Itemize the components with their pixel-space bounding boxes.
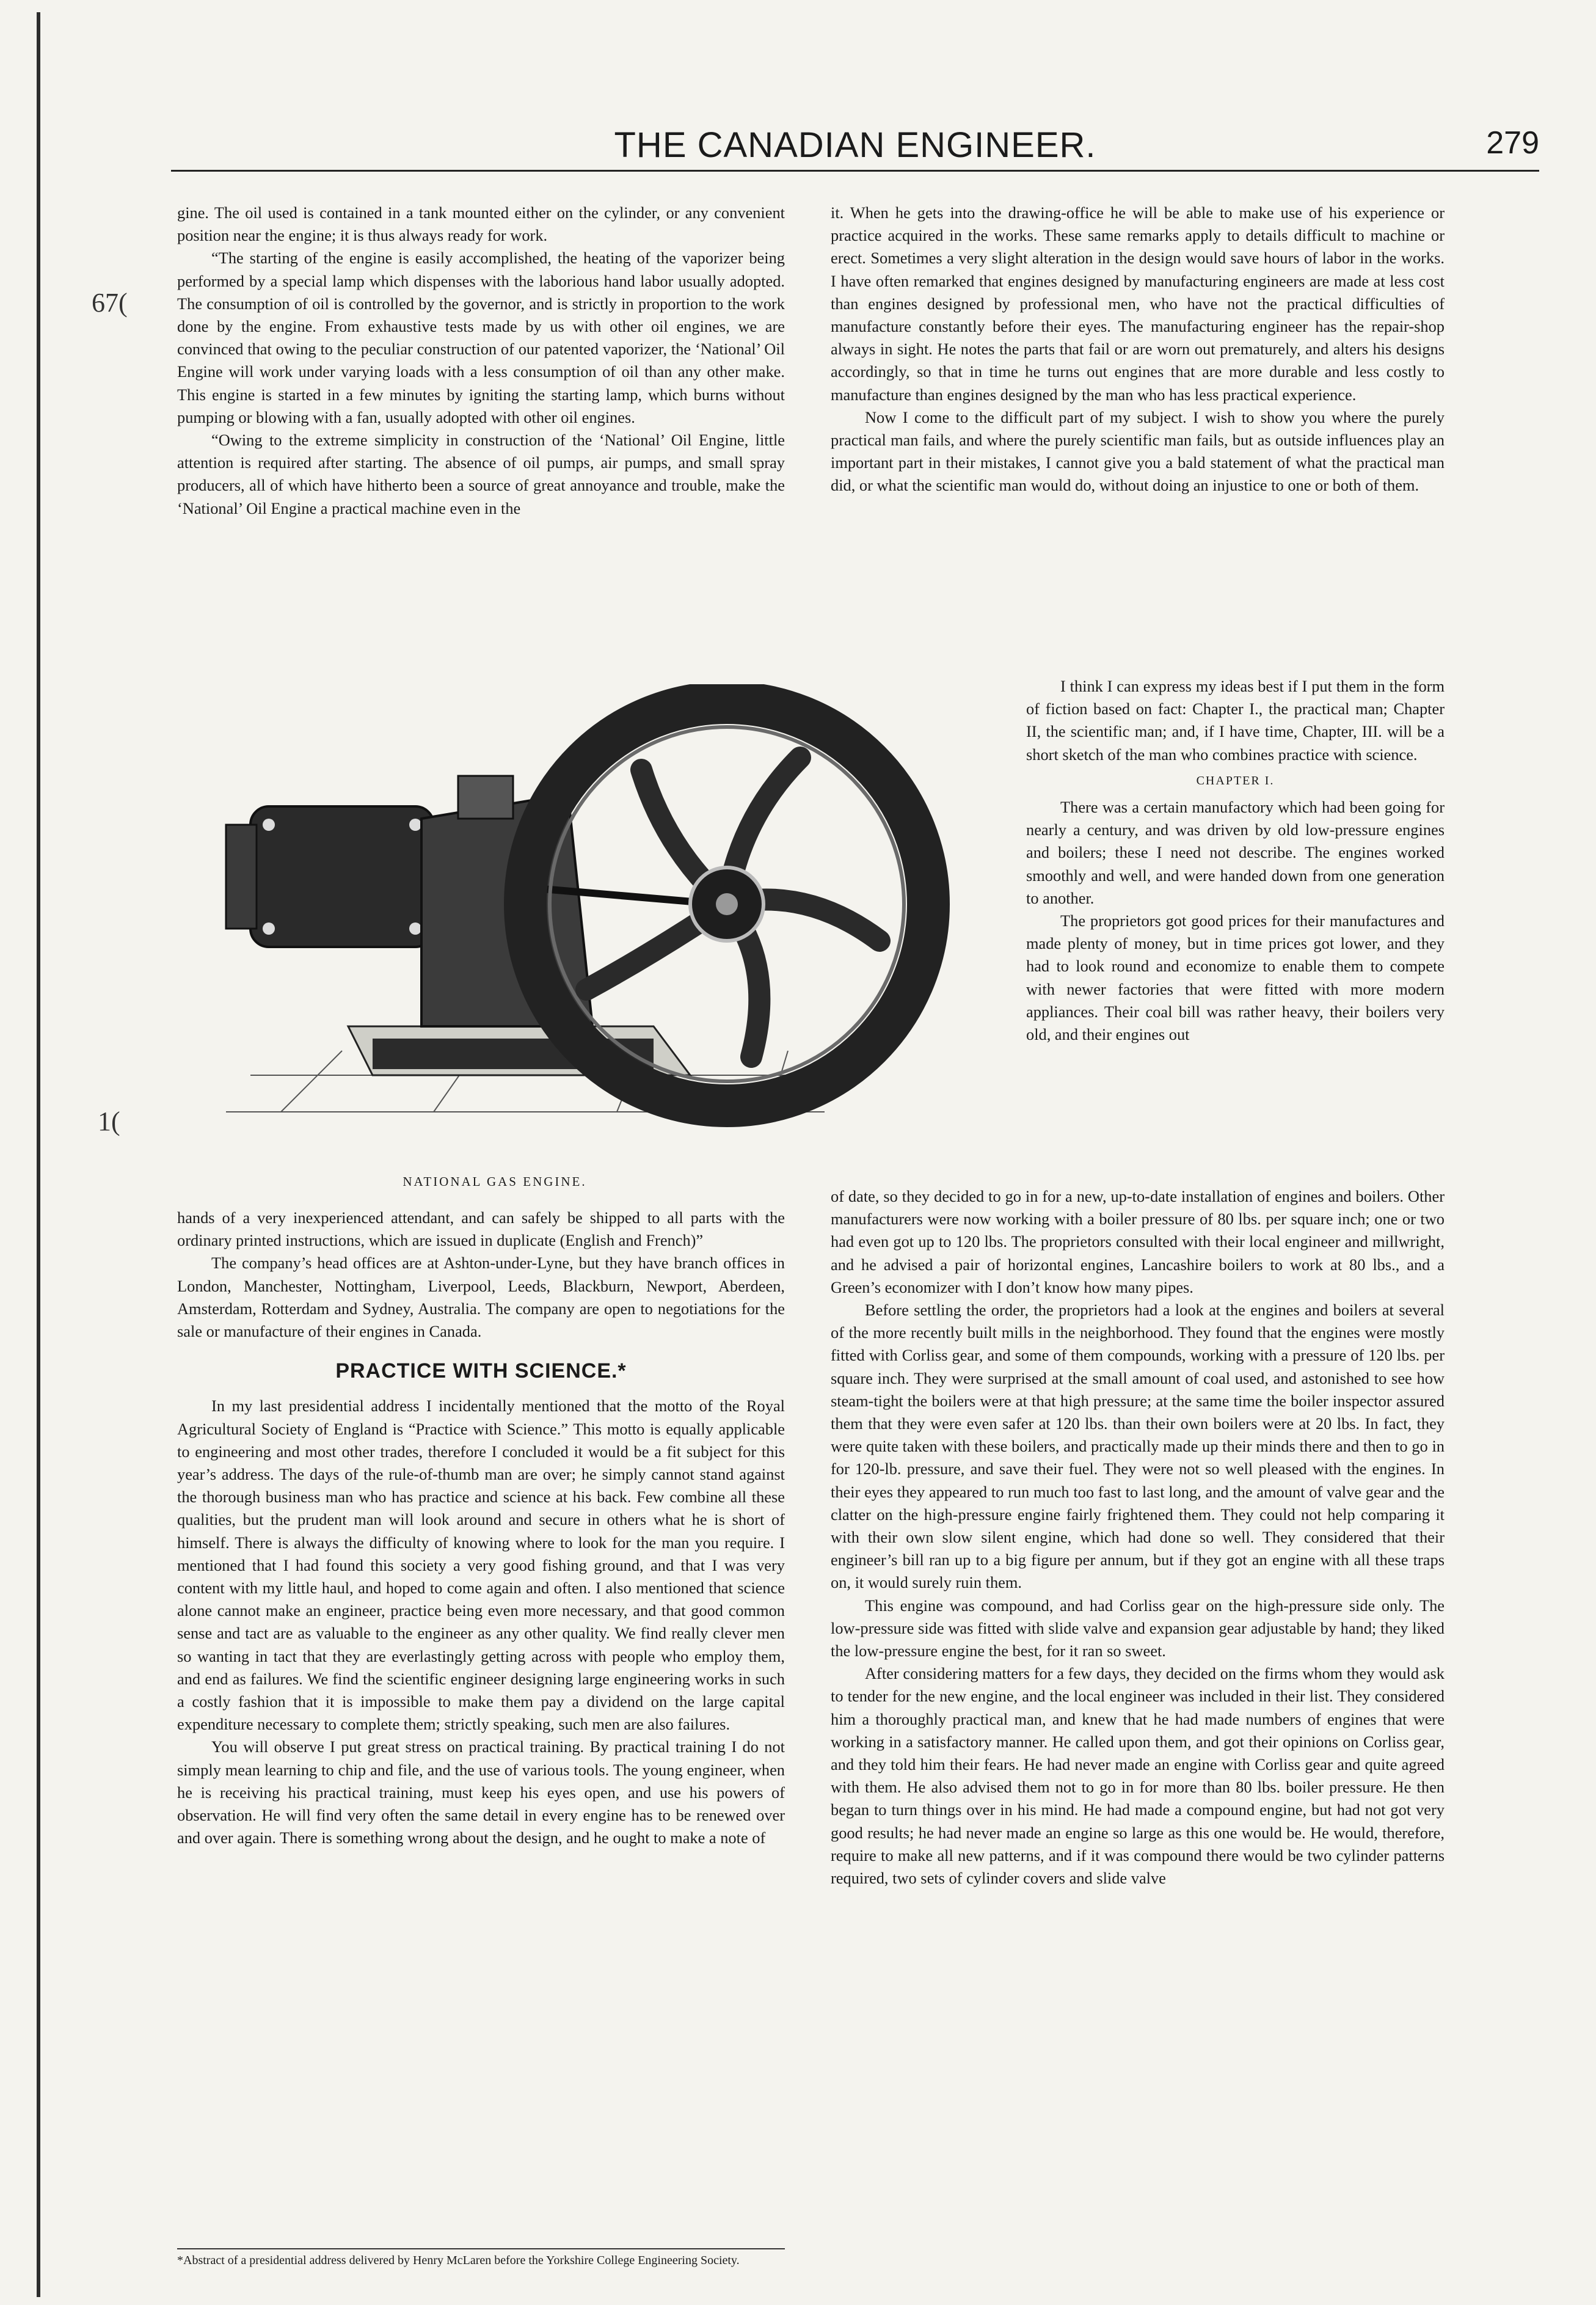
binding-edge xyxy=(37,12,40,2297)
paragraph: After considering matters for a few days, they decided on the firms whom they would ask to tender for the new engine, and the local engineer was included in their list. They considered him a thoroughly practical man, and knew that he had made numbers of engines that were working in a satisfactory manner. He called upon them, and got their opinions on Corliss gear, and they told him their fears. He had never made an engine with Corliss gear and quite agreed with them. He also advised them not to go in for more than 80 lbs. boiler pressure. He then began to turn things over in his mind. He had made a compound engine, but had not got very good results; he had never made an engine so large as this one would be. He would, therefore, require to make all new patterns, and if it was compound there would be two cylinder patterns required, two sets of cylinder covers and slide valve xyxy=(831,1664,1445,1888)
flywheel-icon xyxy=(525,703,928,1106)
paragraph: This engine was compound, and had Corliss gear on the high-pressure side only. The low-pressure side was fitted with slide valve and expansion gear adjustable by hand; they liked the low-pressure engine the best, for it ran so sweet. xyxy=(831,1596,1445,1660)
left-column-top xyxy=(177,202,785,678)
paragraph: hands of a very inexperienced attendant, and can safely be shipped to all parts with the ordinary printed instructions, which are issued in duplicate (English and French)” xyxy=(177,1208,785,1250)
gas-engine-engraving xyxy=(189,684,1008,1149)
right-column-bottom xyxy=(831,1185,1445,2285)
page-header xyxy=(171,122,1539,171)
paragraph: “Owing to the extreme simplicity in construction of the ‘National’ Oil Engine, little attention is required after starting. The absence of oil pumps, air pumps, and small spray producers, all of which have hitherto been a source of great annoyance and trouble, make the ‘National’ Oil Engine a practical machine even in the xyxy=(177,431,785,517)
paragraph: You will observe I put great stress on practical training. By practical training I do not simply mean learning to chip and file, and the use of various tools. The young engineer, when he is receiving his practical training, must keep his eyes open, and use his powers of observation. He will find very often the same detail in every engine has to be renewed over and over again. There is something wrong about the design, and he ought to make a note of xyxy=(177,1737,785,1847)
paragraph: it. When he gets into the drawing-office he will be able to make use of his experience or practice acquired in the works. These same remarks apply to details difficult to machine or erect. Sometimes a very slight alteration in the design would save hours of labor in the works. I have often remarked that engines designed by manufacturing engineers are made at less cost than engines designed by professional men, who have not the practical difficulties of manufacture constantly before their eyes. The manufacturing engineer has the repair-shop always in sight. He notes the parts that fail or are worn out prematurely, and alters his designs accordingly, so that in time he turns out engines that are more durable and less costly to manufacture than engines designed by the man who has less practical experience. xyxy=(831,203,1445,404)
margin-annotation-1: 67( xyxy=(92,288,128,318)
paragraph: In my last presidential address I incidentally mentioned that the motto of the Royal Agricultural Society of England is “Practice with Science.” This motto is equally applicable to engineering and most other trades, therefore I concluded it would be a fit subject for this year’s address. The days of the rule-of-thumb man are over; he simply cannot stand against the thorough business man who has practice and science at his back. Few combine all these qualities, but the prudent man will look around and secure in others what he is short of himself. There is always the difficulty of knowing where to look for the man you require. I mentioned that I had found this society a very good fishing ground, and that I was very content with my little haul, and hoped to come again and often. I also mentioned that science alone cannot make an engineer, practice being even more necessary, and that good common sense and tact are as valuable to the engineer as any other quality. We find really clever men so wanting in tact that they are everlastingly getting across with people who employ them, and end as failures. We find the scientific engineer designing large engineering works in such a costly fashion that it is impossible to make them pay a dividend on the large capital expenditure necessary to complete them; strictly speaking, such men are also failures. xyxy=(177,1397,785,1734)
page-number: 279 xyxy=(1486,125,1539,161)
paragraph: Now I come to the difficult part of my subject. I wish to show you where the purely practical man fails, and where the purely scientific man fails, but as outside influences play an important part in their mistakes, I cannot give you a bald statement of what the practical man did, or what the scientific man would do, without doing an injustice to one or both of them. xyxy=(831,407,1445,495)
cylinder xyxy=(250,806,434,947)
header-rule xyxy=(171,170,1539,172)
paragraph: of date, so they decided to go in for a new, up-to-date installation of engines and boilers. Other manufacturers were now working with a boiler pressure of 80 lbs. per square inch; one or two had even got up to 120 lbs. The proprietors consulted with their local engineer and millwright, and he advised a pair of horizontal engines, Lancashire boilers to work at 80 lbs., and a Green’s economizer with I don’t know how many pipes. xyxy=(831,1187,1445,1296)
paragraph: The proprietors got good prices for their manufactures and made plenty of money, but in time prices got lower, and they had to look round and economize to enable them to compete with newer factories that were fitted with more modern appliances. Their coal bill was rather heavy, their boilers very old, and their engines out xyxy=(1026,911,1445,1044)
paragraph: The company’s head offices are at Ashton-under-Lyne, but they have branch offices in London, Manchester, Nottingham, Liverpool, Leeds, Blackburn, Newport, Aberdeen, Amsterdam, Rotterdam and Sydney, Australia. The company are open to negotiations for the sale or manufacture of their engines in Canada. xyxy=(177,1254,785,1341)
left-column-bottom xyxy=(177,1207,785,2239)
paragraph: Before settling the order, the proprietors had a look at the engines and boilers at several of the more recently built mills in the neighborhood. They found that the engines were mostly fitted with Corliss gear, and some of them compounds, working with a pressure of 120 lbs. per square inch. They were surprised at the small amount of coal used, and astonished to see how steam-tight the boilers were at that high pressure; at the same time the boiler inspector assured them that they were even safer at 120 lbs. than their own boilers were at 20 lbs. In fact, they were quite taken with these boilers, and practically made up their minds there and then to go in for 120-lb. pressure, and save their fuel. They were not so well pleased with the engines. In their eyes they appeared to run much too fast to last long, and the amount of valve gear and the clatter on the high-pressure engine fairly frightened them. They could not help comparing it with their own slow silent engine, which had done so well. They considered that their engineer’s bill ran up to a big figure per annum, but if they got an engine with all these traps on, it would surely ruin them. xyxy=(831,1301,1445,1592)
right-column-narrow xyxy=(1026,675,1445,1182)
figure-caption: NATIONAL GAS ENGINE. xyxy=(403,1174,587,1189)
engine-illustration xyxy=(189,684,1008,1189)
footnote: *Abstract of a presidential address delivered by Henry McLaren before the Yorkshire College Engineering Society. xyxy=(177,2248,785,2268)
chapter-heading: CHAPTER I. xyxy=(1196,773,1275,787)
right-column-top xyxy=(831,202,1445,678)
paragraph: I think I can express my ideas best if I put them in the form of fiction based on fact: Chapter I., the practical man; Chapter II, the scientific man; and, if I have time, Chapter, III. will be a short sketch of the man who combines practice with science. xyxy=(1026,677,1445,764)
paragraph: “The starting of the engine is easily accomplished, the heating of the vaporizer being performed by a special lamp which dispenses with the laborious hand labor usually adopted. The consumption of oil is controlled by the governor, and is strictly in proportion to the work done by the engine. From exhaustive tests made by us with other oil engines, we are convinced that owing to the peculiar construction of our patented vaporizer, the ‘National’ Oil Engine will work under varying loads with a less consumption of oil than any other make. This engine is started in a few minutes by igniting the starting lamp, which burns without pumping or blowing with a fan, usually adopted with other oil engines. xyxy=(177,249,785,426)
journal-title: THE CANADIAN ENGINEER. xyxy=(614,125,1096,165)
paragraph: There was a certain manufactory which had been going for nearly a century, and was driven by old low-pressure engines and boilers; these I need not describe. The engines worked smoothly and well, and were handed down from one generation to another. xyxy=(1026,798,1445,907)
section-heading: PRACTICE WITH SCIENCE.* xyxy=(335,1359,627,1383)
paragraph: gine. The oil used is contained in a tank mounted either on the cylinder, or any convenient position near the engine; it is thus always ready for work. xyxy=(177,203,785,245)
margin-annotation-2: 1( xyxy=(98,1106,120,1136)
